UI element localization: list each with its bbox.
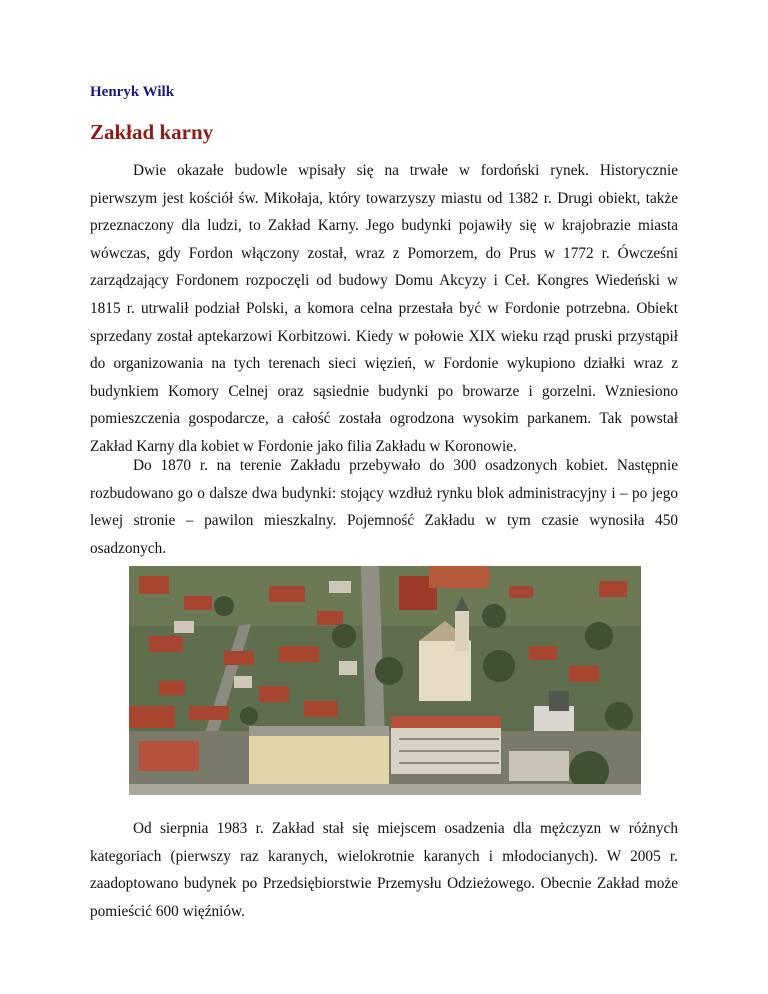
paragraph-expansion: Do 1870 r. na terenie Zakładu przebywało do 300 osadzonych kobiet. Następnie rozbudowano go o dalsze dwa budynki: stojący wzdłuż rynku blok administracyjny i – po jego lewej stronie – pawilon mieszkalny. Pojemność Zakładu w tym czasie wynosiła 450 osadzonych. xyxy=(90,457,678,557)
article-title: Zakład karny xyxy=(90,120,214,144)
author-name: Henryk Wilk xyxy=(90,84,175,100)
paragraph-history: Dwie okazałe budowle wpisały się na trwałe w fordoński rynek. Historycznie pierwszym jest kościół św. Mikołaja, który towarzyszy miastu od 1382 r. Drugi obiekt, także przeznaczony dla ludzi, to Zakład Karny. Jego budynki pojawiły się w krajobrazie miasta wówczas, gdy Fordon włączony został, wraz z Pomorzem, do Prus w 1772 r. Ówcześni zarządzający Fordonem rozpoczęli od budowy Domu Akcyzy i Ceł. Kongres Wiedeński w 1815 r. utrwalił podział Polski, a komora celna przestała być w Fordonie potrzebna. Obiekt sprzedany został aptekarzowi Korbitzowi. Kiedy w połowie XIX wieku rząd pruski przystąpił do organizowania na tych terenach sieci więzień, w Fordonie wykupiono działki wraz z budynkiem Komory Celnej oraz sąsiednie budynki po browarze i gorzelni. Wzniesiono pomieszczenia gospodarcze, a całość została ogrodzona wysokim parkanem. Tak powstał Zakład Karny dla kobiet w Fordonie jako filia Zakładu w Koronowie. xyxy=(90,162,678,455)
aerial-photo-fordon xyxy=(129,566,641,795)
paragraph-current: Od sierpnia 1983 r. Zakład stał się miejscem osadzenia dla mężczyzn w różnych kategoriach (pierwszy raz karanych, wielokrotnie karanych i młodocianych). W 2005 r. zaadoptowano budynek po Przedsiębiorstwie Przemysłu Odzieżowego. Obecnie Zakład może pomieścić 600 więźniów. xyxy=(90,820,678,920)
